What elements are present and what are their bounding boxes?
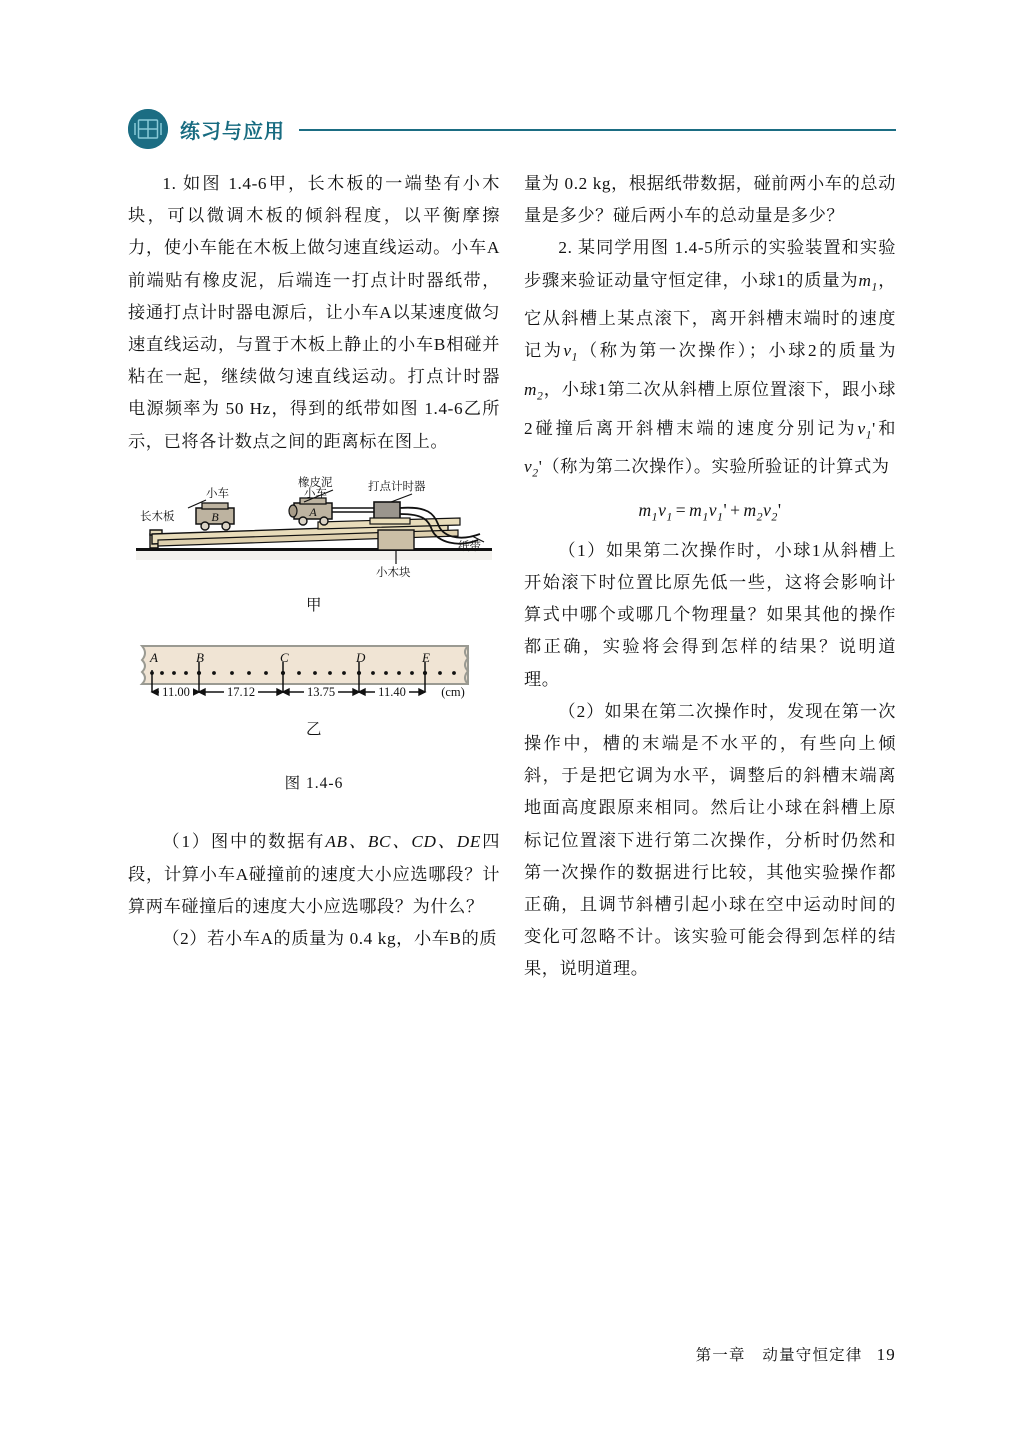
q2-symbol-v2-prime-sub: 2 [532, 466, 539, 480]
q2-symbol-v1: v [563, 341, 572, 361]
formula-lhs-m-sub: 1 [651, 509, 659, 524]
formula-plus: + [730, 500, 741, 521]
svg-text:A: A [309, 504, 317, 519]
page-footer [696, 1343, 896, 1365]
formula-lhs-m: m [638, 500, 652, 521]
section-title: 练习与应用 [180, 118, 285, 143]
formula-equals: = [675, 500, 687, 521]
q2-symbol-m2: m [524, 380, 538, 400]
svg-text:E: E [422, 650, 430, 666]
figure-number: 图 1.4-6 [284, 775, 344, 793]
q2-symbol-m2-sub: 2 [537, 389, 544, 403]
figure-label-cart-b: 小车 [206, 485, 229, 500]
formula-r1-m: m [689, 500, 703, 521]
svg-text:11.40: 11.40 [378, 685, 406, 700]
svg-text:C: C [280, 650, 289, 666]
q2-symbol-v1-prime-sub: 1 [865, 428, 873, 442]
svg-text:D: D [356, 650, 366, 666]
question-1-sub-2: （2）若小车A的质量为 0.4 kg，小车B的质 [162, 929, 498, 949]
q2-text-c: （称为第一次操作）；小球2的质量为 [578, 341, 896, 361]
q2-symbol-v2-prime: v [524, 457, 533, 477]
svg-text:B: B [211, 509, 219, 524]
svg-text:A: A [150, 650, 158, 666]
section-header [128, 106, 896, 152]
figure-yi-caption: 乙 [305, 721, 322, 739]
svg-text:13.75: 13.75 [306, 685, 336, 700]
formula-lhs-v-sub: 1 [666, 509, 673, 524]
q1-sub1-prefix: （1）图中的数据有 [162, 832, 326, 852]
q2-symbol-v1-sub: 1 [571, 350, 579, 364]
figure-jia-diagram [128, 472, 500, 588]
question-1-body: 1. 如图 1.4-6甲，长木板的一端垫有小木块，可以微调木板的倾斜程度，以平衡摩擦力，使小车能在木板上做匀速直线运动。小车A前端贴有橡皮泥，后端连一打点计时器纸带，接通打点计时器电源后，让小车A以某速度做匀速直线运动，与置于木板上静止的小车B相碰并粘在一起，继续做匀速直线运动。打点计时器电源频率为 50 Hz，得到的纸带如图 1.4-6乙所示，已将各计数点之间的距离标在图上。 [128, 174, 500, 451]
figure-jia-caption: 甲 [305, 596, 322, 614]
figure-1-4-6 [128, 472, 500, 801]
formula-r1-v-sub: 1 [717, 509, 724, 524]
svg-text:B: B [196, 650, 204, 666]
footer-chapter: 第一章 动量守恒定律 [695, 1346, 863, 1364]
figure-label-wood-block: 小木块 [376, 564, 411, 579]
book-square-icon [128, 109, 168, 149]
figure-label-tape: 纸带 [458, 538, 481, 553]
q1-sub1-segments: AB、BC、CD、DE [325, 832, 481, 852]
q2-text-e: （称为第二次操作）。实验所验证的计算式为 [542, 457, 890, 477]
svg-text:11.00: 11.00 [162, 685, 190, 700]
q2-conjunction: 和 [875, 418, 896, 438]
figure-label-cart-a: 小车 [304, 485, 327, 500]
question-2-sub-1: （1）如果第二次操作时，小球1从斜槽上开始滚下时位置比原先低一些，这将会影响计算式中哪个或哪几个物理量？如果其他的操作都正确，实验将会得到怎样的结果？说明道理。 [524, 540, 896, 689]
question-1-continuation: 量为 0.2 kg，根据纸带数据，碰前两小车的总动量是多少？碰后两小车的总动量是多少？ [524, 174, 896, 226]
formula-r2-v: v [763, 500, 772, 521]
formula-r1-prime: ' [723, 500, 728, 521]
question-2-body: 2. 某同学用图 1.4-5所示的实验装置和实验步骤来验证动量守恒定律，小球1的质量为$m_1$，它从斜槽上某点滚下，离开斜槽末端时的速度记为$v_1$（称为第一次操作）；小球2的质量为$m_2$，小球1第二次从斜槽上原位置滚下，跟小球2碰撞后离开斜槽末端的速度分别记为$v_1'$和$v_2'$（称为第二次操作）。实验所验证的计算式为 [524, 238, 896, 480]
formula-r1-m-sub: 1 [702, 509, 709, 524]
q2-symbol-m1-sub: 1 [871, 280, 878, 294]
q2-symbol-v1-prime: v [857, 418, 866, 438]
q1-sub1-suffix: 四段，计算小车A碰撞前的速度大小应选哪段？计算两车碰撞后的速度大小应选哪段？为什么？ [128, 832, 500, 916]
momentum-conservation-formula [524, 494, 896, 533]
footer-page-number: 19 [876, 1345, 896, 1364]
q2-text-a: 2. 某同学用图 1.4-5所示的实验装置和实验步骤来验证动量守恒定律，小球1的质量为 [524, 238, 896, 290]
formula-r2-m-sub: 2 [756, 509, 764, 524]
q2-symbol-m1: m [858, 270, 872, 290]
right-column [524, 168, 896, 986]
figure-label-clay: 橡皮泥 [298, 474, 333, 489]
figure-label-timer: 打点计时器 [368, 478, 426, 493]
question-2-sub-2: （2）如果在第二次操作时，发现在第一次操作中，槽的末端是不水平的，有些向上倾斜，于是把它调为水平，调整后的斜槽末端离地面高度跟原来相同。然后让小球在斜槽上原标记位置滚下进行第二次操作，分析时仍然和第一次操作的数据进行比较，其他实验操作都正确，且调节斜槽引起小球在空中运动时间的变化可忽略不计。该实验可能会得到怎样的结果，说明道理。 [524, 701, 896, 979]
formula-r2-m: m [743, 500, 757, 521]
figure-label-long-board: 长木板 [140, 508, 175, 523]
figure-yi-diagram [128, 640, 500, 712]
formula-lhs-v: v [658, 500, 667, 521]
formula-r1-v: v [708, 500, 718, 521]
svg-text:(cm): (cm) [441, 685, 465, 700]
q2-text-b: ，它从斜槽上某点滚下，离开斜槽末端时的速度记为 [524, 270, 896, 361]
left-column [128, 168, 500, 955]
header-divider [299, 129, 896, 131]
formula-r2-v-sub: 2 [771, 509, 778, 524]
svg-text:17.12: 17.12 [226, 685, 256, 700]
q2-text-d: ，小球1第二次从斜槽上原位置滚下，跟小球2碰撞后离开斜槽末端的速度分别记为 [524, 380, 896, 438]
formula-r2-prime: ' [777, 500, 782, 521]
question-1-sub-1 [128, 826, 500, 923]
